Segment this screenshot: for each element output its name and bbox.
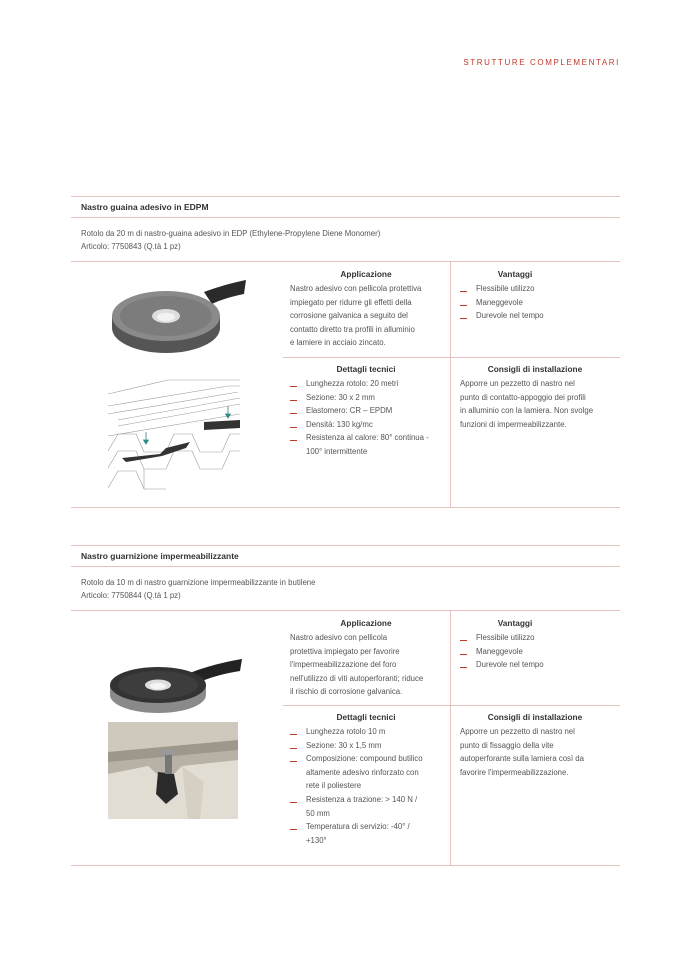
text-line: Sezione: 30 x 1,5 mm (306, 740, 382, 750)
text-line: Resistenza a trazione: > 140 N / (306, 794, 418, 804)
article-number: Articolo: 7750844 (Q.tà 1 pz) (81, 591, 181, 600)
text-line: Composizione: compound butilico (306, 754, 423, 764)
divider (71, 217, 620, 218)
text-line: Elastomero: CR – EPDM (306, 406, 393, 416)
text-line: 50 mm (306, 808, 330, 818)
text-line: il rischio di corrosione galvanica. (290, 687, 403, 697)
vantaggi-list (460, 631, 544, 672)
list-item (290, 752, 423, 793)
text-line: Lunghezza rotolo: 20 metri (306, 379, 399, 388)
text-line: +130° (306, 835, 327, 845)
vantaggi-heading: Vantaggi (497, 618, 533, 628)
text-line: Densità: 130 kg/mc (306, 419, 373, 429)
product-title: Nastro guarnizione impermeabilizzante (81, 551, 239, 561)
text-line: punto di contatto-appoggio dei profili (460, 392, 586, 402)
text-line: autoperforante sulla lamiera così da (460, 754, 584, 764)
description-line: Rotolo da 20 m di nastro-guaina adesivo in EDP (Ethylene-Propylene Diene Monomer) (81, 229, 381, 238)
column-divider (450, 262, 451, 507)
product-description (81, 227, 380, 253)
text-line: protettiva impiegato per favorire (290, 646, 400, 656)
text-line: rete il poliestere (306, 781, 362, 791)
applicazione-text (290, 631, 423, 699)
tape-roll-image (106, 655, 246, 717)
applicazione-heading: Applicazione (340, 269, 392, 279)
text-line: Temperatura di servizio: -40° / (306, 822, 410, 832)
consigli-text (460, 377, 593, 431)
applicazione-text (290, 282, 421, 350)
divider (283, 357, 620, 358)
divider (71, 196, 620, 197)
list-item (290, 391, 429, 405)
product-description (81, 576, 315, 602)
text-line: altamente adesivo rinforzato con (306, 767, 419, 777)
text-line: impiegato per ridurre gli effetti della (290, 297, 412, 307)
dettagli-heading: Dettagli tecnici (336, 364, 396, 374)
text-line: Lunghezza rotolo 10 m (306, 727, 386, 736)
list-item (290, 418, 429, 432)
text-line: contatto diretto tra profili in alluminio (290, 324, 415, 334)
vantaggi-heading: Vantaggi (497, 269, 533, 279)
text-line: nell'utilizzo di viti autoperforanti; riduce (290, 673, 424, 683)
description-line: Rotolo da 10 m di nastro guarnizione impermeabilizzante in butilene (81, 578, 316, 587)
text-line: Sezione: 30 x 2 mm (306, 392, 375, 402)
dettagli-list (290, 377, 429, 459)
consigli-heading: Consigli di installazione (487, 364, 583, 374)
divider (283, 705, 620, 706)
text-line: corrosione galvanica a seguito del (290, 311, 408, 321)
text-line: funzioni di impermeabilizzante. (460, 419, 567, 429)
list-item: Maneggevole (460, 296, 544, 310)
list-item (290, 725, 423, 739)
list-item: Durevole nel tempo (460, 658, 544, 672)
text-line: e lamiere in acciaio zincato. (290, 338, 386, 348)
product-title: Nastro guaina adesivo in EDPM (81, 202, 209, 212)
dettagli-heading: Dettagli tecnici (336, 712, 396, 722)
text-line: punto di fissaggio della vite (460, 740, 554, 750)
installation-photo-image (108, 722, 238, 819)
divider (71, 566, 620, 567)
list-item: Flessibile utilizzo (460, 631, 544, 645)
list-item: Maneggevole (460, 645, 544, 659)
text-line: Apporre un pezzetto di nastro nel (460, 727, 575, 736)
list-item (290, 739, 423, 753)
text-line: 100° intermittente (306, 446, 368, 456)
consigli-heading: Consigli di installazione (487, 712, 583, 722)
list-item: Durevole nel tempo (460, 309, 544, 323)
applicazione-heading: Applicazione (340, 618, 392, 628)
divider (71, 865, 620, 866)
text-line: Nastro adesivo con pellicola protettiva (290, 284, 422, 293)
divider (71, 507, 620, 508)
divider (71, 261, 620, 262)
divider (71, 610, 620, 611)
dettagli-list (290, 725, 423, 847)
text-line: Resistenza al calore: 80° continua - (306, 433, 429, 443)
section-header-title: STRUTTURE COMPLEMENTARI (463, 58, 620, 67)
consigli-text (460, 725, 584, 779)
installation-drawing-image (108, 376, 240, 492)
list-item (290, 377, 429, 391)
list-item (290, 793, 423, 820)
text-line: Apporre un pezzetto di nastro nel (460, 379, 575, 388)
list-item: Flessibile utilizzo (460, 282, 544, 296)
vantaggi-list (460, 282, 544, 323)
text-line: favorire l'impermeabilizzazione. (460, 767, 569, 777)
text-line: Nastro adesivo con pellicola (290, 633, 388, 642)
divider (71, 545, 620, 546)
text-line: in alluminio con la lamiera. Non svolge (460, 406, 594, 416)
list-item (290, 404, 429, 418)
list-item (290, 431, 429, 458)
list-item (290, 820, 423, 847)
column-divider (450, 611, 451, 865)
article-number: Articolo: 7750843 (Q.tà 1 pz) (81, 242, 181, 251)
tape-roll-image (108, 270, 248, 360)
text-line: l'impermeabilizzazione del foro (290, 660, 397, 670)
